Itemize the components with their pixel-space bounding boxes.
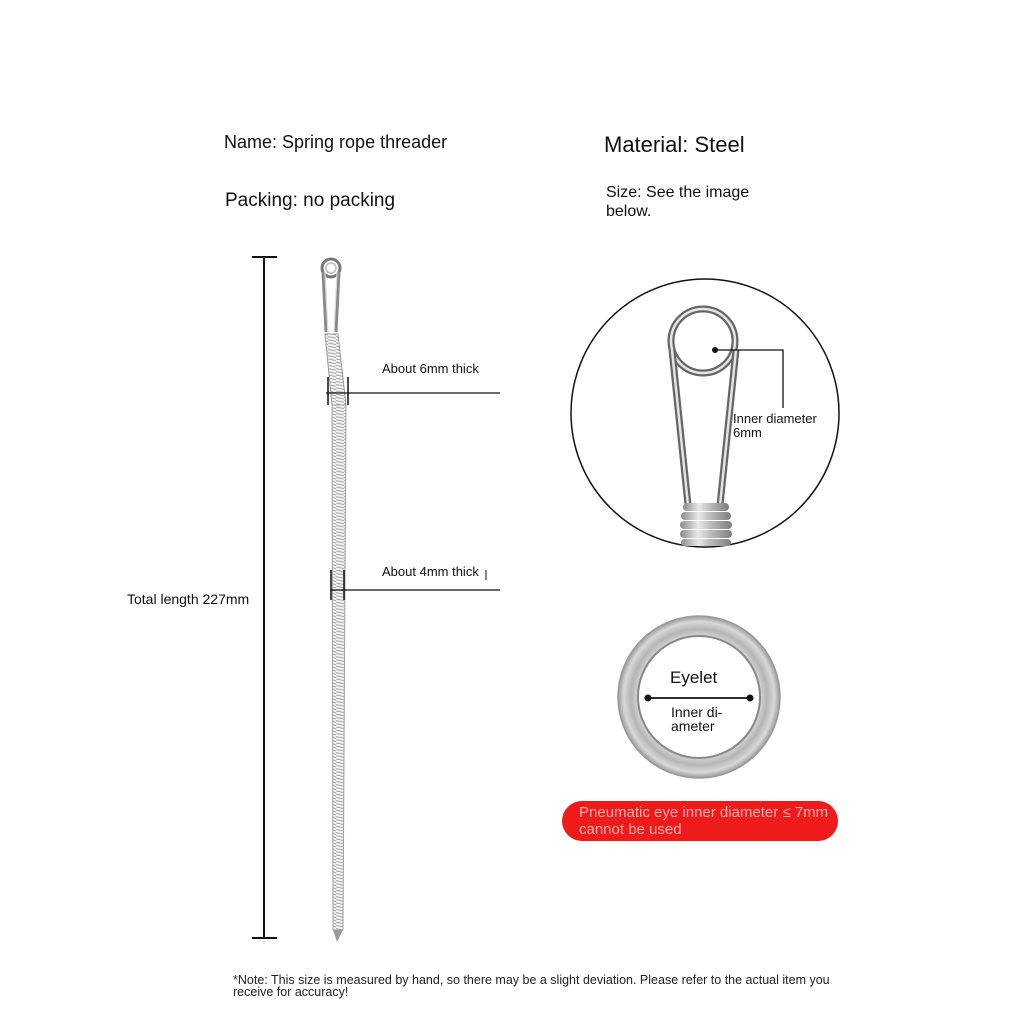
- total-length-dimension: [252, 257, 277, 938]
- measurement-note: *Note: This size is measured by hand, so there may be a slight deviation. Please refer to the actual item you receive for accuracy!: [233, 973, 830, 999]
- product-name: Name: Spring rope threader: [224, 132, 448, 152]
- material-label: Material: Steel: [604, 132, 745, 157]
- size-label: Size: See the image below.: [606, 184, 750, 220]
- inner-diameter-label: Inner diameter 6mm: [733, 411, 817, 440]
- eyelet-inner-diameter-label: Inner di- ameter: [671, 704, 723, 734]
- packing-label: Packing: no packing: [225, 190, 396, 211]
- thick-6mm-leader: [326, 377, 500, 405]
- spring-threader-image: [322, 259, 346, 942]
- thick-6mm-label: About 6mm thick: [382, 361, 479, 376]
- eyelet-label: Eyelet: [670, 668, 718, 687]
- warning-badge: Pneumatic eye inner diameter ≤ 7mm cannot be used: [562, 801, 838, 841]
- total-length-label: Total length 227mm: [127, 591, 250, 607]
- thick-4mm-label: About 4mm thick: [382, 564, 479, 579]
- eyelet-ring-image: [618, 616, 780, 778]
